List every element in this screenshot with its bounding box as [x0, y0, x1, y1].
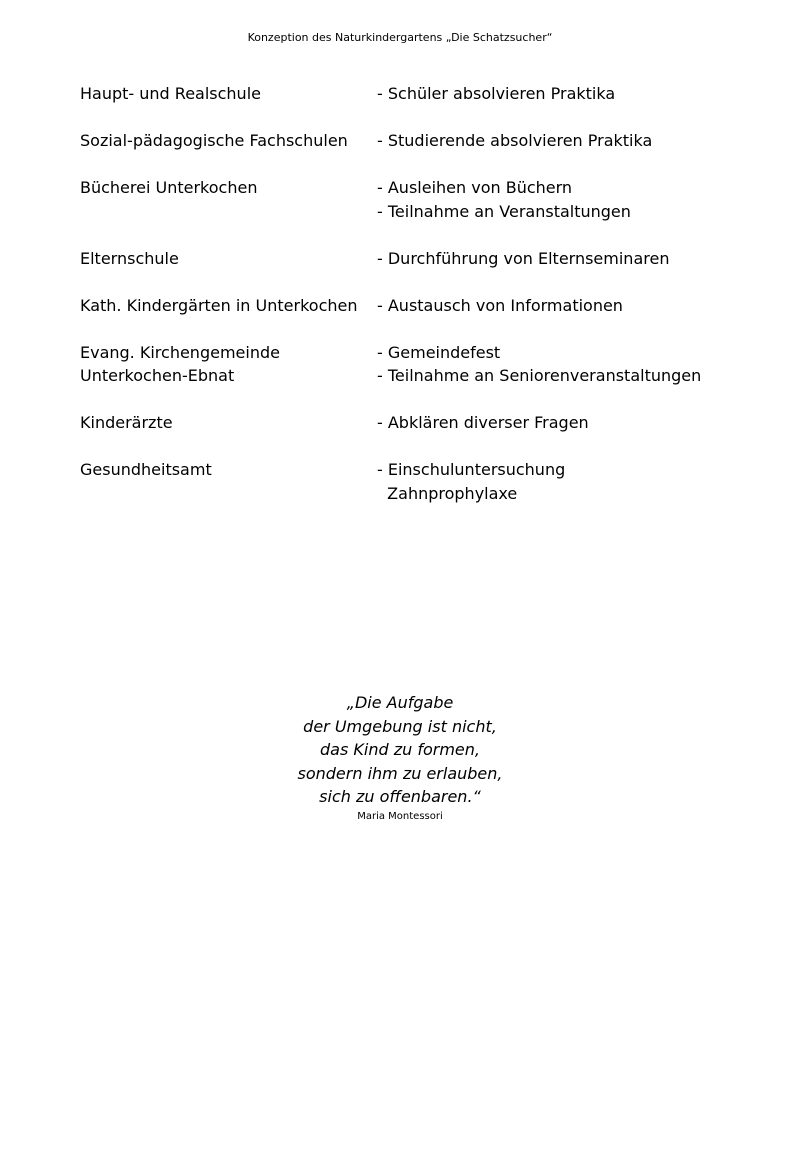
partner-activity-line: - Ausleihen von Büchern	[377, 178, 573, 197]
partner-name	[80, 247, 377, 271]
partner-activity-line: - Gemeindefest	[377, 342, 501, 362]
partner-activity-line: - Schüler absolvieren Praktika	[377, 84, 616, 103]
partner-name-line: Kinderärzte	[80, 413, 173, 432]
partner-activities	[377, 176, 760, 223]
quote-line: sondern ihm zu erlauben,	[297, 763, 503, 783]
partner-name-line: Bücherei Unterkochen	[80, 178, 258, 197]
partner-activity-line: - Durchführung von Elternseminaren	[377, 248, 670, 268]
partner-row	[80, 176, 760, 223]
partner-activities	[377, 458, 760, 505]
partner-name-line: Kath. Kindergärten in Unterkochen	[80, 295, 358, 315]
partner-name	[80, 82, 377, 106]
quote-line: der Umgebung ist nicht,	[303, 716, 497, 736]
partner-row	[80, 247, 760, 271]
partner-row	[80, 341, 760, 388]
partner-activities	[377, 129, 760, 153]
partner-activity-line: - Teilnahme an Veranstaltungen	[377, 201, 631, 221]
partner-row	[80, 129, 760, 153]
partner-name	[80, 176, 377, 223]
quote-line: sich zu offenbaren.“	[319, 787, 481, 806]
quote-block	[0, 691, 800, 823]
partner-table	[80, 82, 760, 529]
partner-name-line: Unterkochen-Ebnat	[80, 366, 235, 385]
partner-activity-line: Zahnprophylaxe	[377, 483, 518, 503]
partner-name-line: Evang. Kirchengemeinde	[80, 342, 280, 362]
partner-name	[80, 129, 377, 153]
partner-activities	[377, 341, 760, 388]
partner-name-line: Gesundheitsamt	[80, 460, 212, 479]
partner-activity-line: - Studierende absolvieren Praktika	[377, 131, 653, 150]
partner-activity-line: - Abklären diverser Fragen	[377, 413, 589, 432]
quote-line: das Kind zu formen,	[320, 740, 480, 759]
partner-name-line: Sozial-pädagogische Fachschulen	[80, 131, 348, 150]
partner-activities	[377, 411, 760, 435]
partner-activities	[377, 82, 760, 106]
partner-name-line: Haupt- und Realschule	[80, 84, 261, 103]
partner-name	[80, 294, 377, 318]
partner-activities	[377, 247, 760, 271]
partner-row	[80, 458, 760, 505]
partner-name-line: Elternschule	[80, 248, 179, 268]
page-header: Konzeption des Naturkindergartens „Die Schatzsucher“	[247, 31, 553, 44]
partner-row	[80, 411, 760, 435]
partner-row	[80, 294, 760, 318]
partner-name	[80, 458, 377, 505]
partner-name	[80, 411, 377, 435]
partner-name	[80, 341, 377, 388]
quote-author: Maria Montessori	[357, 810, 443, 822]
partner-activity-line: - Einschuluntersuchung	[377, 460, 566, 479]
partner-row	[80, 82, 760, 106]
partner-activities	[377, 294, 760, 318]
partner-activity-line: - Austausch von Informationen	[377, 295, 623, 315]
partner-activity-line: - Teilnahme an Seniorenveranstaltungen	[377, 366, 702, 385]
quote-line: „Die Aufgabe	[346, 693, 454, 712]
